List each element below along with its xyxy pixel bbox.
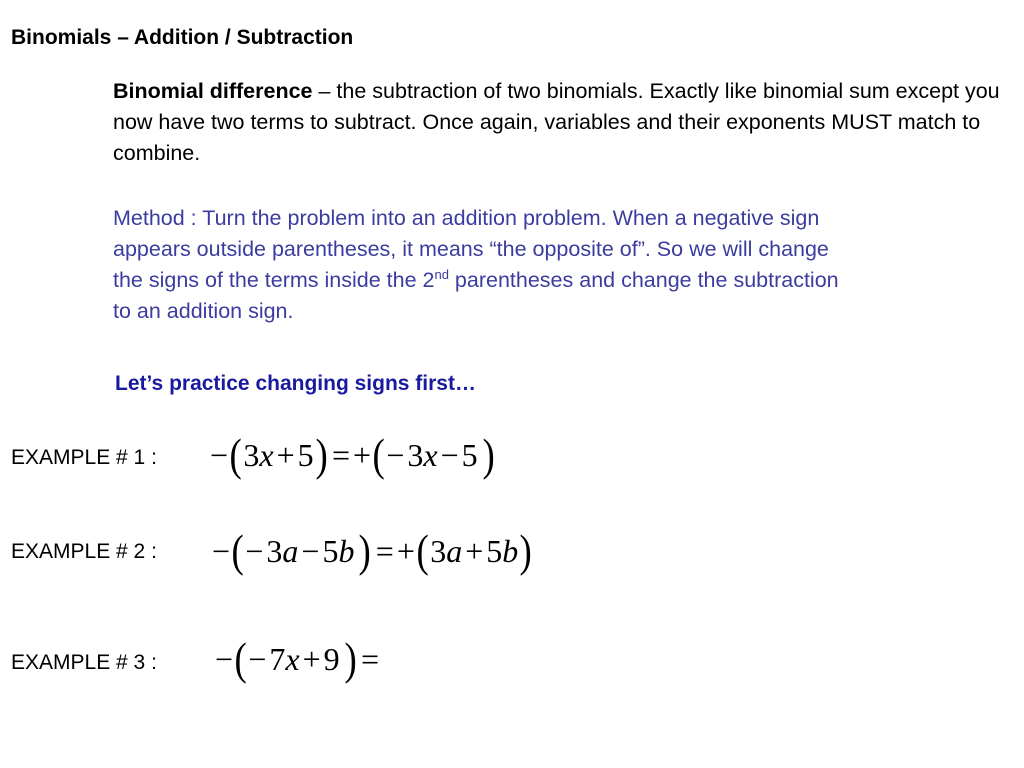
example-3-label: EXAMPLE # 3 :: [11, 651, 157, 674]
example-2-equation: − ( − 3a − 5b ) = + ( 3a + 5b ): [212, 525, 533, 576]
method-paragraph: [113, 203, 843, 327]
practice-heading: Let’s practice changing signs first…: [115, 372, 476, 395]
definition-text: – the subtraction of two binomials. Exactly like binomial sum except you now have two terms to subtract. Once again, variables and their exponents MUST match to combine.: [113, 79, 1000, 165]
method-text-after: parentheses and change the subtraction to an addition sign.: [113, 268, 839, 323]
example-2-label: EXAMPLE # 2 :: [11, 540, 157, 563]
example-1-equation: − ( 3x + 5 ) = + ( − 3x − 5 ): [210, 429, 495, 480]
method-text-before: Method : Turn the problem into an addition problem. When a negative sign appears outside parentheses, it means “the opposite of”. So we will change the signs of the terms inside the 2: [113, 206, 829, 292]
definition-term: Binomial difference: [113, 79, 313, 103]
slide-title: Binomials – Addition / Subtraction: [11, 26, 354, 49]
example-3-equation: − ( − 7x + 9 ) =: [215, 633, 380, 684]
method-superscript: nd: [434, 267, 449, 282]
definition-paragraph: [113, 76, 1003, 169]
example-1-label: EXAMPLE # 1 :: [11, 446, 157, 469]
